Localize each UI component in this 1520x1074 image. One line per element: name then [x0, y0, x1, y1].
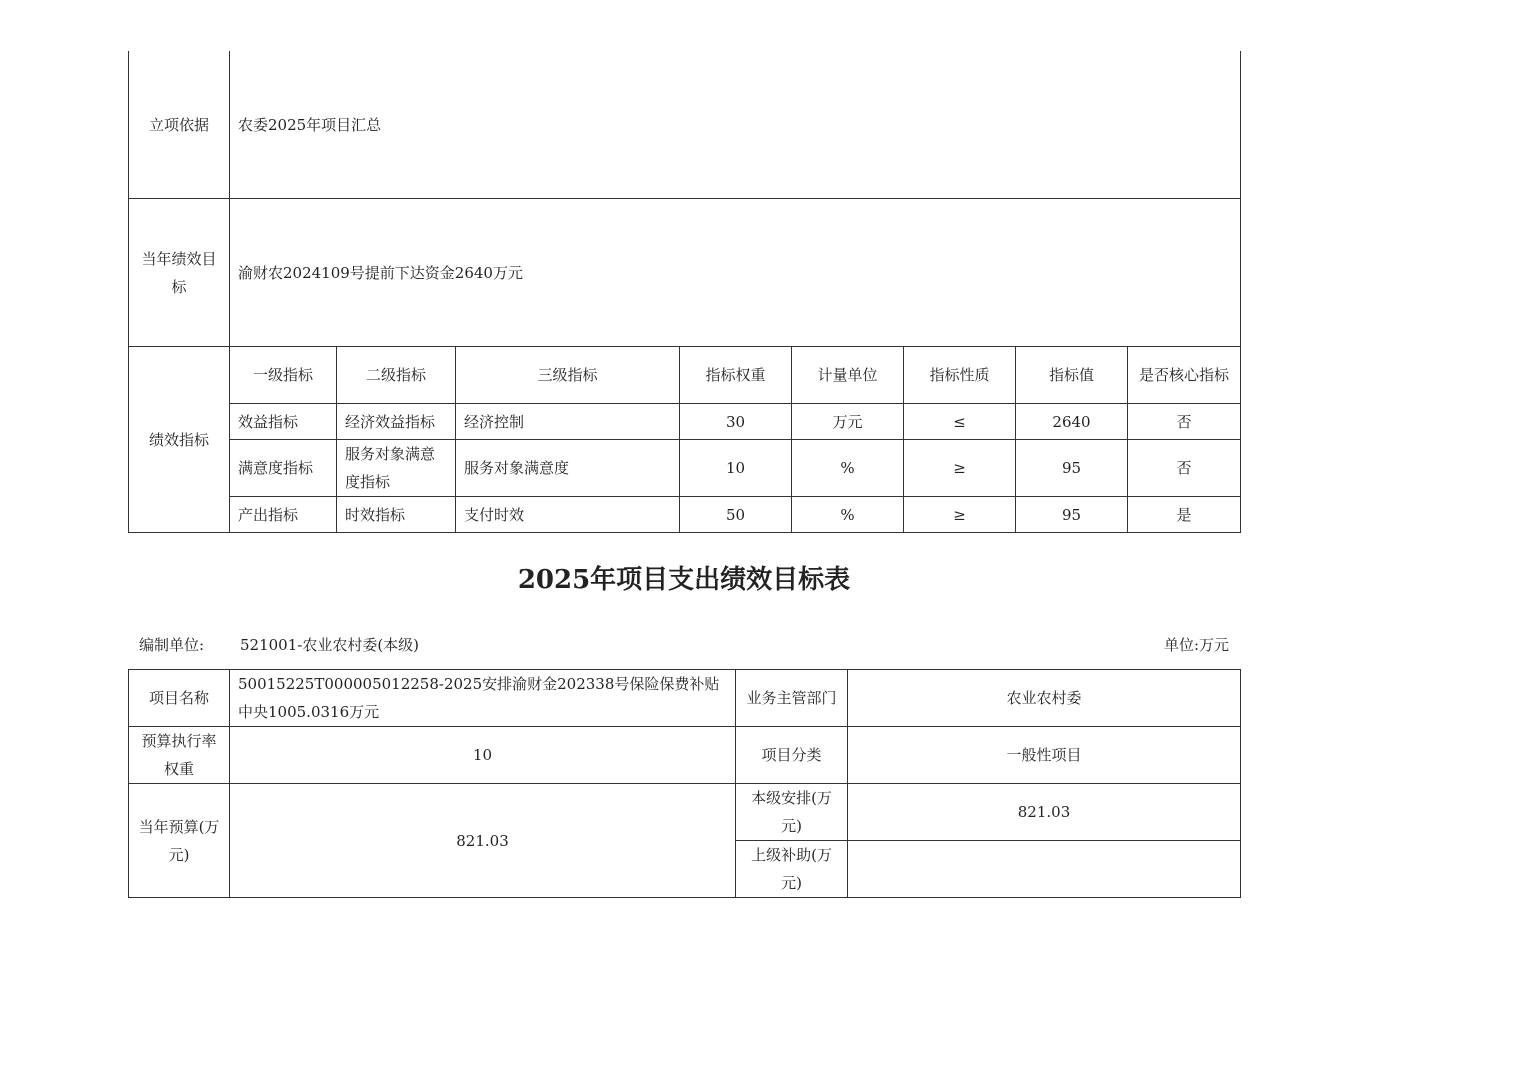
header-cell: 指标性质: [904, 347, 1016, 404]
table-cell: 是: [1128, 497, 1241, 533]
table-cell: ≤: [904, 404, 1016, 440]
indicators-label: 绩效指标: [129, 347, 230, 533]
table-cell: 经济效益指标: [337, 404, 456, 440]
table-cell: 10: [680, 440, 792, 497]
dept-label: 业务主管部门: [736, 670, 848, 727]
dept-value: 农业农村委: [848, 670, 1241, 727]
header-cell: 指标权重: [680, 347, 792, 404]
table-cell: 95: [1016, 497, 1128, 533]
table-cell: 经济控制: [456, 404, 680, 440]
table-row: [129, 440, 1241, 497]
project-name-label: 项目名称: [129, 670, 230, 727]
performance-indicator-table: [128, 51, 1241, 533]
table-cell: ≥: [904, 440, 1016, 497]
local-label: 本级安排(万元): [736, 784, 848, 841]
superior-label: 上级补助(万元): [736, 841, 848, 898]
table-cell: %: [792, 440, 904, 497]
table-cell: 50: [680, 497, 792, 533]
table-cell: 万元: [792, 404, 904, 440]
exec-weight-label: 预算执行率权重: [129, 727, 230, 784]
table-cell: 30: [680, 404, 792, 440]
category-value: 一般性项目: [848, 727, 1241, 784]
table-cell: %: [792, 497, 904, 533]
table-cell: 否: [1128, 404, 1241, 440]
target-value: 渝财农2024109号提前下达资金2640万元: [230, 199, 1241, 347]
table-row: [129, 404, 1241, 440]
basis-value: 农委2025年项目汇总: [230, 51, 1241, 199]
table-cell: 服务对象满意度: [456, 440, 680, 497]
header-cell: 一级指标: [230, 347, 337, 404]
table-row: [129, 497, 1241, 533]
exec-weight-value: 10: [230, 727, 736, 784]
local-value: 821.03: [848, 784, 1241, 841]
header-cell: 三级指标: [456, 347, 680, 404]
target-label: 当年绩效目标: [129, 199, 230, 347]
table-cell: 2640: [1016, 404, 1128, 440]
table-cell: 否: [1128, 440, 1241, 497]
table-cell: 效益指标: [230, 404, 337, 440]
header-cell: 计量单位: [792, 347, 904, 404]
budget-label: 当年预算(万元): [129, 784, 230, 898]
budget-value: 821.03: [230, 784, 736, 898]
org-label: 编制单位:: [139, 636, 205, 654]
project-summary-table: [128, 669, 1241, 898]
category-label: 项目分类: [736, 727, 848, 784]
table-cell: 95: [1016, 440, 1128, 497]
header-cell: 是否核心指标: [1128, 347, 1241, 404]
basis-label: 立项依据: [129, 51, 230, 199]
table-cell: 满意度指标: [230, 440, 337, 497]
project-name-value: 50015225T000005012258-2025安排渝财金202338号保险保费补贴中央1005.0316万元: [230, 670, 736, 727]
header-cell: 二级指标: [337, 347, 456, 404]
org-line: [139, 632, 419, 658]
table-cell: 产出指标: [230, 497, 337, 533]
table-cell: 服务对象满意度指标: [337, 440, 456, 497]
table-cell: 时效指标: [337, 497, 456, 533]
superior-value: [848, 841, 1241, 898]
page-title: 2025年项目支出绩效目标表: [517, 565, 851, 595]
table-cell: 支付时效: [456, 497, 680, 533]
org-value: 521001-农业农村委(本级): [240, 636, 420, 654]
header-cell: 指标值: [1016, 347, 1128, 404]
table-cell: ≥: [904, 497, 1016, 533]
unit-text: 单位:万元: [1163, 636, 1229, 654]
